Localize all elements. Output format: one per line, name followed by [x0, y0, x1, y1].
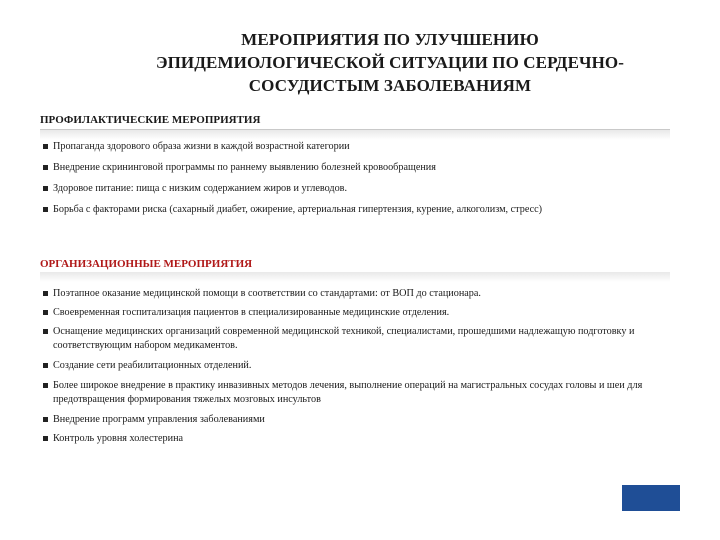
prophylactic-list — [43, 140, 679, 224]
section-heading-organizational: ОРГАНИЗАЦИОННЫЕ МЕРОПРИЯТИЯ — [40, 258, 253, 270]
section-shade — [40, 272, 670, 282]
bullet-square-icon — [43, 383, 48, 388]
title-line-3: СОСУДИСТЫМ ЗАБОЛЕВАНИЯМ — [248, 76, 532, 95]
list-item — [43, 182, 679, 196]
list-item — [43, 379, 679, 407]
list-item-text: Контроль уровня холестерина — [53, 433, 184, 444]
list-item-text: Более широкое внедрение в практику инвазивных методов лечения, выполнение операций на магистральных сосудах головы и шеи для предотвращения формирования тяжелых мозговых инсультов — [53, 380, 643, 405]
section-shade — [40, 130, 670, 140]
list-item-text: Борьба с факторами риска (сахарный диабет, ожирение, артериальная гипертензия, курение, алкоголизм, стресс) — [53, 204, 543, 215]
list-item-text: Создание сети реабилитационных отделений. — [53, 360, 252, 371]
bullet-square-icon — [43, 436, 48, 441]
decorative-corner-block — [622, 485, 680, 511]
list-item-text: Пропаганда здорового образа жизни в каждой возрастной категории — [53, 141, 350, 152]
bullet-square-icon — [43, 165, 48, 170]
bullet-square-icon — [43, 207, 48, 212]
list-item — [43, 432, 679, 446]
organizational-list — [43, 287, 679, 452]
list-item — [43, 287, 679, 301]
bullet-square-icon — [43, 363, 48, 368]
list-item-text: Своевременная госпитализация пациентов в специализированные медицинские отделения. — [53, 307, 450, 318]
list-item-text: Внедрение скрининговой программы по раннему выявлению болезней кровообращения — [53, 162, 436, 173]
list-item — [43, 413, 679, 427]
title-line-1: МЕРОПРИЯТИЯ ПО УЛУЧШЕНИЮ — [241, 30, 539, 49]
list-item-text: Поэтапное оказание медицинской помощи в соответствии со стандартами: от ВОП до стационара. — [53, 288, 481, 299]
list-item — [43, 140, 679, 154]
list-item — [43, 359, 679, 373]
list-item-text: Оснащение медицинских организаций современной медицинской техникой, специалистами, прошедшими надлежащую подготовку и соответствующим набором медикаментов. — [53, 326, 635, 351]
list-item — [43, 325, 679, 353]
bullet-square-icon — [43, 310, 48, 315]
bullet-square-icon — [43, 144, 48, 149]
list-item — [43, 306, 679, 320]
page-title — [100, 28, 680, 97]
bullet-square-icon — [43, 417, 48, 422]
section-heading-prophylactic: ПРОФИЛАКТИЧЕСКИЕ МЕРОПРИЯТИЯ — [40, 114, 261, 126]
list-item-text: Здоровое питание: пища с низким содержанием жиров и углеводов. — [53, 183, 348, 194]
bullet-square-icon — [43, 186, 48, 191]
list-item — [43, 203, 679, 217]
bullet-square-icon — [43, 329, 48, 334]
bullet-square-icon — [43, 291, 48, 296]
list-item — [43, 161, 679, 175]
title-line-2: ЭПИДЕМИОЛОГИЧЕСКОЙ СИТУАЦИИ ПО СЕРДЕЧНО- — [155, 53, 625, 72]
list-item-text: Внедрение программ управления заболеваниями — [53, 414, 265, 425]
